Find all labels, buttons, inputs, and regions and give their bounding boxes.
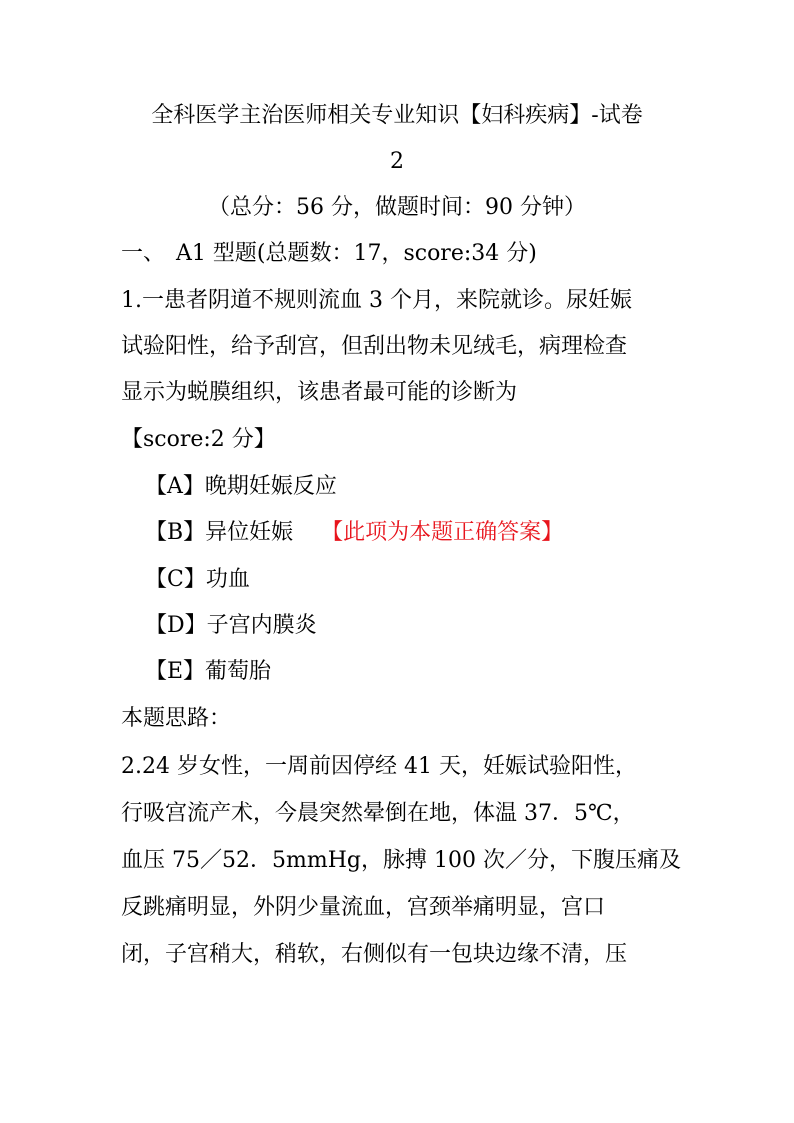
document-title-line-2: 2	[390, 149, 404, 174]
question-1-option-b	[145, 518, 563, 548]
question-2-text-line-2: 行吸宫流产术，今晨突然晕倒在地，体温 37．5℃，	[121, 801, 635, 826]
question-1-option-c: 【C】功血	[145, 567, 250, 592]
question-1-option-d: 【D】子宫内膜炎	[145, 613, 317, 638]
question-2-text-line-4: 反跳痛明显，外阴少量流血，宫颈举痛明显，宫口	[121, 895, 606, 920]
question-1-score: 【score:2 分】	[121, 427, 276, 452]
question-2-text-line-5: 闭，子宫稍大，稍软，右侧似有一包块边缘不清，压	[121, 942, 628, 967]
question-2-text-line-1: 2.24 岁女性，一周前因停经 41 天，妊娠试验阳性，	[121, 754, 637, 779]
question-1-option-e: 【E】葡萄胎	[145, 659, 272, 684]
question-1-text-line-3: 显示为蜕膜组织，该患者最可能的诊断为	[121, 380, 518, 405]
correct-answer-marker: 【此项为本题正确答案】	[321, 520, 564, 545]
question-2-text-line-3: 血压 75／52．5mmHg，脉搏 100 次／分，下腹压痛及	[121, 848, 681, 873]
question-1-option-b-label: 【B】异位妊娠	[145, 520, 294, 545]
question-1-option-a: 【A】晚期妊娠反应	[145, 474, 337, 499]
question-1-text-line-2: 试验阳性，给予刮宫，但刮出物未见绒毛，病理检查	[121, 334, 628, 359]
document-title-line-1: 全科医学主治医师相关专业知识【妇科疾病】-试卷	[151, 103, 643, 128]
exam-summary: （总分：56 分，做题时间：90 分钟）	[208, 195, 586, 220]
question-1-text-line-1: 1.一患者阴道不规则流血 3 个月，来院就诊。尿妊娠	[121, 288, 632, 313]
question-1-explanation-label: 本题思路：	[121, 706, 232, 731]
section-heading: 一、 A1 型题(总题数：17，score:34 分)	[121, 241, 537, 266]
